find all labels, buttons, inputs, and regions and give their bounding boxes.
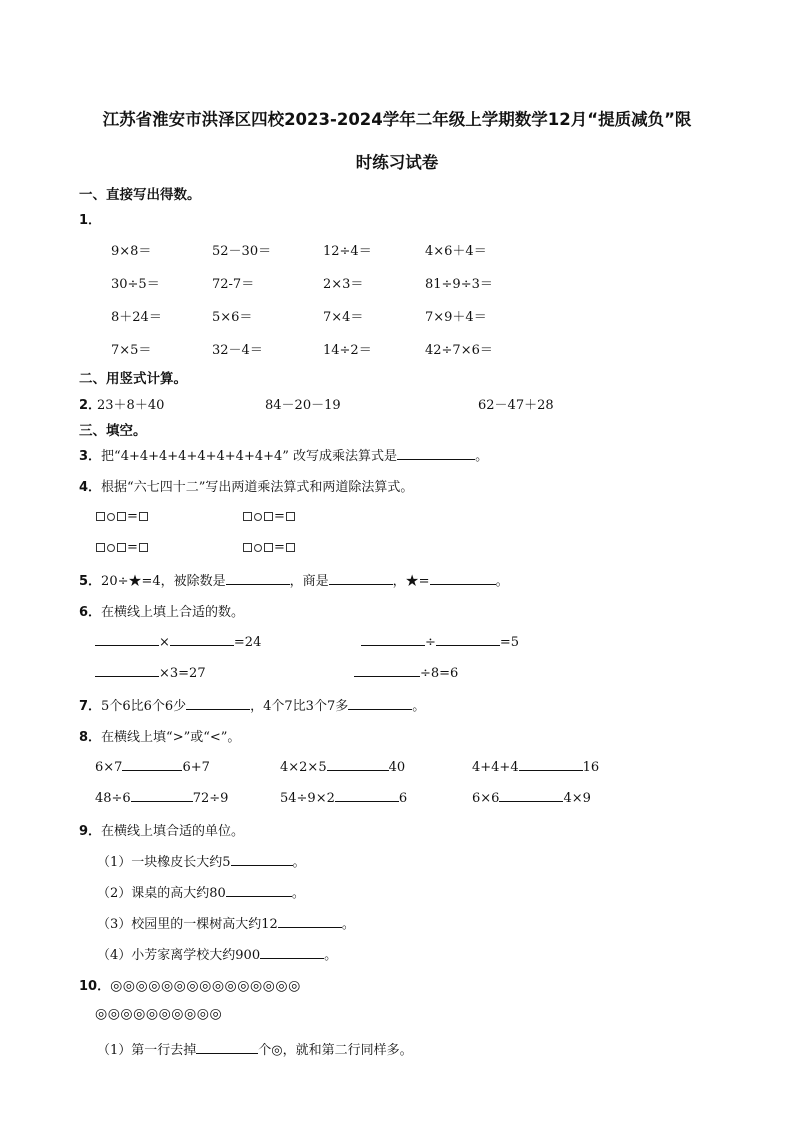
result: =5 bbox=[499, 635, 520, 650]
page-title-line2: 时练习试卷 bbox=[355, 153, 439, 172]
answer-blank[interactable] bbox=[231, 853, 293, 866]
unit-item: （3）校园里的一棵树高大约12 。 bbox=[97, 917, 355, 932]
equals-sign: = bbox=[127, 509, 138, 524]
compare-item: 4×2×5 40 bbox=[280, 760, 406, 775]
oral-calc-item: 12÷4＝ bbox=[323, 244, 372, 259]
box-placeholder bbox=[117, 543, 126, 552]
equals-sign: = bbox=[274, 509, 285, 524]
box-placeholder bbox=[264, 543, 273, 552]
page-title-line1: 江苏省淮安市洪泽区四校2023-2024学年二年级上学期数学12月“提质减负”限 bbox=[102, 110, 692, 129]
compare-item: 6×7 6+7 bbox=[95, 760, 210, 775]
question-3-text: 把“4+4+4+4+4+4+4+4+4” 改写成乘法算式是 bbox=[101, 449, 398, 464]
fill-number-row bbox=[95, 633, 261, 650]
answer-blank[interactable] bbox=[348, 697, 412, 710]
question-number-1: 1． bbox=[79, 213, 102, 228]
section-heading-2: 二、用竖式计算。 bbox=[79, 371, 187, 387]
question-5-end: 。 bbox=[495, 574, 509, 589]
circle-row-2: ◎◎◎◎◎◎◎◎◎◎ bbox=[95, 1006, 223, 1022]
answer-blank[interactable] bbox=[519, 758, 583, 771]
question-6 bbox=[79, 601, 244, 620]
question-9-text: 在横线上填合适的单位。 bbox=[101, 824, 245, 839]
answer-blank[interactable] bbox=[327, 758, 389, 771]
fill-number-row bbox=[361, 633, 519, 650]
question-3 bbox=[79, 445, 488, 464]
oral-calc-item: 7×9＋4＝ bbox=[425, 310, 487, 325]
box-placeholder bbox=[117, 512, 126, 521]
oral-calc-item: 5×6＝ bbox=[212, 310, 253, 325]
vertical-calc-item: 84－20－19 bbox=[265, 398, 341, 413]
fill-number-row bbox=[354, 664, 458, 681]
question-number-3: 3． bbox=[79, 449, 102, 464]
unit-item: （1）一块橡皮长大约5 。 bbox=[97, 855, 306, 870]
answer-blank[interactable] bbox=[170, 633, 234, 646]
oral-calc-item: 7×5＝ bbox=[111, 343, 152, 358]
equation-template[interactable] bbox=[242, 509, 296, 524]
section-heading-3: 三、填空。 bbox=[79, 423, 147, 439]
answer-blank[interactable] bbox=[131, 789, 193, 802]
box-placeholder bbox=[243, 512, 252, 521]
result: ×3=27 bbox=[159, 666, 206, 681]
question-7-text: ，4个7比3个7多 bbox=[250, 699, 349, 714]
fill-number-row bbox=[95, 664, 206, 681]
question-4-text: 根据“六七四十二”写出两道乘法算式和两道除法算式。 bbox=[101, 480, 414, 495]
question-5-text: ，★= bbox=[392, 574, 430, 589]
equation-template[interactable] bbox=[95, 540, 149, 555]
answer-blank[interactable] bbox=[430, 572, 496, 585]
vertical-calc-item: 23＋8＋40 bbox=[97, 398, 165, 413]
section-heading-1: 一、直接写出得数。 bbox=[79, 187, 201, 203]
question-8 bbox=[79, 726, 240, 745]
question-7-end: 。 bbox=[412, 699, 426, 714]
oral-calc-item: 9×8＝ bbox=[111, 244, 152, 259]
answer-blank[interactable] bbox=[196, 1041, 258, 1054]
answer-blank[interactable] bbox=[260, 946, 324, 959]
circle-placeholder bbox=[107, 544, 115, 552]
operator: ÷ bbox=[425, 635, 436, 650]
answer-blank[interactable] bbox=[186, 697, 250, 710]
question-5-text: 20÷★=4，被除数是 bbox=[101, 574, 226, 589]
vertical-calc-item: 62－47＋28 bbox=[478, 398, 554, 413]
box-placeholder bbox=[96, 543, 105, 552]
oral-calc-item: 72-7＝ bbox=[212, 277, 255, 292]
question-number-5: 5． bbox=[79, 574, 102, 589]
box-placeholder bbox=[243, 543, 252, 552]
oral-calc-item: 7×4＝ bbox=[323, 310, 364, 325]
compare-item: 4+4+4 16 bbox=[472, 760, 600, 775]
oral-calc-item: 14÷2＝ bbox=[323, 343, 372, 358]
answer-blank[interactable] bbox=[95, 664, 159, 677]
result: =24 bbox=[233, 635, 262, 650]
oral-calc-item: 30÷5＝ bbox=[111, 277, 160, 292]
question-number-7: 7． bbox=[79, 699, 102, 714]
box-placeholder bbox=[286, 512, 295, 521]
oral-calc-item: 42÷7×6＝ bbox=[425, 343, 493, 358]
answer-blank[interactable] bbox=[95, 633, 159, 646]
oral-calc-item: 81÷9÷3＝ bbox=[425, 277, 493, 292]
box-placeholder bbox=[264, 512, 273, 521]
equation-template[interactable] bbox=[242, 540, 296, 555]
box-placeholder bbox=[139, 512, 148, 521]
answer-blank[interactable] bbox=[226, 572, 290, 585]
question-8-text: 在横线上填“>”或“<”。 bbox=[101, 730, 241, 745]
result: ÷8=6 bbox=[420, 666, 459, 681]
answer-blank[interactable] bbox=[278, 915, 342, 928]
answer-blank[interactable] bbox=[122, 758, 182, 771]
compare-item: 48÷6 72÷9 bbox=[95, 791, 229, 806]
question-10-sub1: （1）第一行去掉 个◎，就和第二行同样多。 bbox=[97, 1043, 413, 1058]
oral-calc-item: 52－30＝ bbox=[212, 244, 272, 259]
compare-item: 54÷9×2 6 bbox=[280, 791, 408, 806]
question-9 bbox=[79, 820, 244, 839]
circle-placeholder bbox=[107, 513, 115, 521]
box-placeholder bbox=[96, 512, 105, 521]
answer-blank[interactable] bbox=[499, 789, 563, 802]
question-number-9: 9． bbox=[79, 824, 102, 839]
circle-row-1: ◎◎◎◎◎◎◎◎◎◎◎◎◎◎◎ bbox=[110, 978, 301, 994]
oral-calc-item: 2×3＝ bbox=[323, 277, 364, 292]
question-7-text: 5个6比6个6少 bbox=[101, 699, 187, 714]
answer-blank[interactable] bbox=[329, 572, 393, 585]
question-number-8: 8． bbox=[79, 730, 102, 745]
oral-calc-item: 4×6＋4＝ bbox=[425, 244, 487, 259]
answer-blank[interactable] bbox=[354, 664, 420, 677]
question-number-10: 10． bbox=[79, 979, 111, 994]
oral-calc-item: 8＋24＝ bbox=[111, 310, 162, 325]
circle-placeholder bbox=[254, 513, 262, 521]
question-number-2: 2． bbox=[79, 398, 102, 413]
question-7 bbox=[79, 695, 425, 714]
circle-placeholder bbox=[254, 544, 262, 552]
question-5 bbox=[79, 570, 509, 589]
equals-sign: = bbox=[274, 540, 285, 555]
box-placeholder bbox=[286, 543, 295, 552]
answer-blank[interactable] bbox=[397, 447, 475, 460]
answer-blank[interactable] bbox=[226, 884, 292, 897]
question-10 bbox=[79, 975, 301, 994]
question-5-text: ，商是 bbox=[289, 574, 329, 589]
unit-item: （4）小芳家离学校大约900 。 bbox=[97, 948, 338, 963]
question-number-6: 6． bbox=[79, 605, 102, 620]
equals-sign: = bbox=[127, 540, 138, 555]
answer-blank[interactable] bbox=[436, 633, 500, 646]
oral-calc-item: 32－4＝ bbox=[212, 343, 263, 358]
question-number-4: 4． bbox=[79, 480, 102, 495]
box-placeholder bbox=[139, 543, 148, 552]
answer-blank[interactable] bbox=[335, 789, 399, 802]
unit-item: （2）课桌的高大约80 。 bbox=[97, 886, 305, 901]
question-3-end: 。 bbox=[475, 449, 489, 464]
equation-template[interactable] bbox=[95, 509, 149, 524]
question-4 bbox=[79, 476, 413, 495]
compare-item: 6×6 4×9 bbox=[472, 791, 591, 806]
answer-blank[interactable] bbox=[361, 633, 425, 646]
question-6-text: 在横线上填上合适的数。 bbox=[101, 605, 245, 620]
operator: × bbox=[159, 635, 170, 650]
